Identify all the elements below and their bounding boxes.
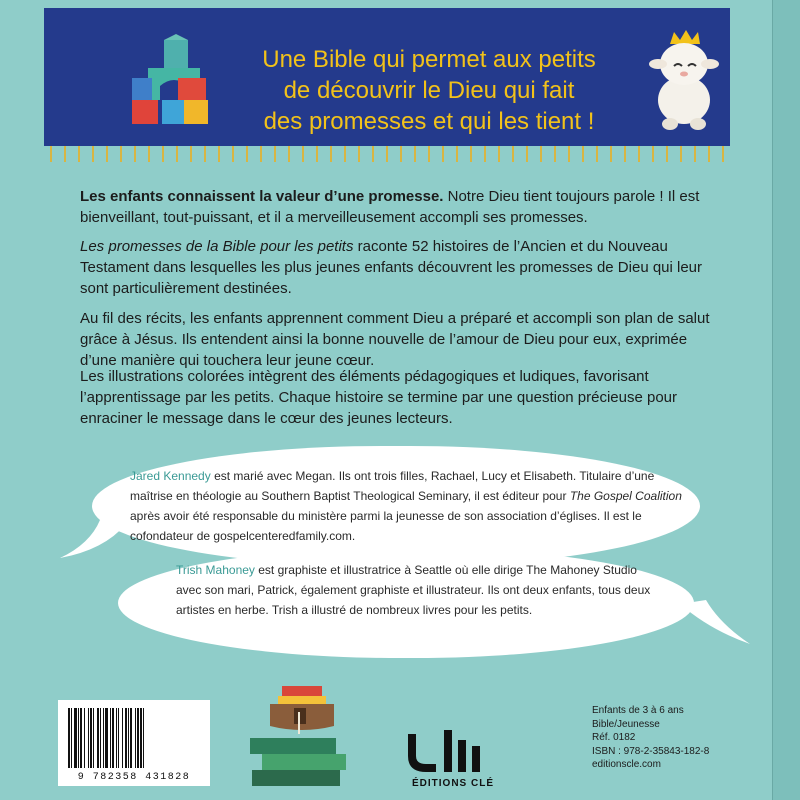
fringe-tassel [456, 146, 458, 162]
illustrator-name: Trish Mahoney [176, 563, 255, 577]
publisher-name: ÉDITIONS CLÉ [411, 778, 494, 789]
building-blocks-illustration [128, 34, 214, 126]
tagline-line-3: des promesses et qui les tient ! [263, 108, 595, 135]
description-paragraph-4: Les illustrations colorées intègrent des éléments pédagogiques et ludiques, favorisant l’apprentissage par les petits. Chaque histoire se termine par une question précieuse pour enraciner le message dans le cœur des jeunes lecteurs. [80, 368, 678, 427]
fringe-tassel [148, 146, 150, 162]
fringe-tassel [176, 146, 178, 162]
lamb-with-crown-illustration [640, 28, 724, 132]
fringe-tassel [330, 146, 332, 162]
fringe-tassel [610, 146, 612, 162]
description-lead: Les enfants connaissent la valeur d’une promesse. [80, 188, 444, 205]
fringe-tassel [638, 146, 640, 162]
meta-category: Bible/Jeunesse [592, 718, 660, 730]
fringe-tassel [134, 146, 136, 162]
meta-isbn: ISBN : 978-2-35843-182-8 [592, 745, 710, 757]
author-bio [130, 466, 690, 546]
fringe-tassel [246, 146, 248, 162]
description-p2-rest: raconte 52 histoires de l’Ancien et du Nouveau Testament dans lesquelles les plus jeunes enfants découvrent les promesses de Dieu qui leur sont particulièrement destinées. [80, 238, 703, 297]
fringe-tassel [106, 146, 108, 162]
meta-reference: Réf. 0182 [592, 732, 636, 743]
fringe-tassel [512, 146, 514, 162]
publisher-logo [400, 726, 500, 776]
fringe-tassel [204, 146, 206, 162]
fringe-tassel [526, 146, 528, 162]
meta-website: editionscle.com [592, 759, 661, 770]
tagline-line-2: de découvrir le Dieu qui fait [283, 77, 575, 104]
fringe-tassel [596, 146, 598, 162]
book-title-reference: Les promesses de la Bible pour les petits [80, 238, 354, 255]
fringe-tassel [302, 146, 304, 162]
fringe-tassel [484, 146, 486, 162]
fringe-tassel [218, 146, 220, 162]
fringe-tassel [190, 146, 192, 162]
fringe-tassel [274, 146, 276, 162]
author-name: Jared Kennedy [130, 469, 211, 483]
author-bio-text-a: est marié avec Megan. Ils ont trois filles, Rachael, Lucy et Elisabeth. Titulaire d’une maîtrise en théologie au Southern Baptist Theological Seminary, il est éditeur pour [130, 469, 655, 503]
author-bio-text-b: après avoir été responsable du ministère parmi la jeunesse de son association d’églises. Il est le cofondateur de gospelcenteredfamily.com. [130, 509, 642, 543]
fringe-tassel [78, 146, 80, 162]
tagline [224, 44, 634, 137]
tagline-line-1: Une Bible qui permet aux petits [262, 46, 596, 73]
fringe-tassel [428, 146, 430, 162]
fringe-tassel [666, 146, 668, 162]
fringe-tassel [694, 146, 696, 162]
fringe-tassel [232, 146, 234, 162]
barcode [58, 700, 210, 786]
fringe-tassel [358, 146, 360, 162]
fringe-tassel [554, 146, 556, 162]
description-paragraph-1 [80, 186, 722, 228]
fringe-tassel [582, 146, 584, 162]
author-bio-italic: The Gospel Coalition [569, 489, 682, 503]
description-paragraph-3: Au fil des récits, les enfants apprennent comment Dieu a préparé et accompli son plan de salut grâce à Jésus. Ils entendent ainsi la bonne nouvelle de l’amour de Dieu pour eux, exprimée d’une manière qui touchera leur jeune cœur. [80, 310, 710, 369]
fringe-tassel [652, 146, 654, 162]
description-paragraph-2 [80, 236, 722, 299]
fringe-tassel [568, 146, 570, 162]
fringe-tassel [372, 146, 374, 162]
book-spine [772, 0, 800, 800]
fringe-tassel [708, 146, 710, 162]
top-banner [44, 8, 730, 146]
book-meta-info [592, 704, 762, 772]
fringe-tassel [50, 146, 52, 162]
illustrator-bio-text: est graphiste et illustratrice à Seattle où elle dirige The Mahoney Studio avec son mari, Patrick, également graphiste et illustrateur. Ils ont deux enfants, tous deux artistes en herbe. Trish a illustré de nombreux livres pour les petits. [176, 563, 651, 617]
fringe-tassel [498, 146, 500, 162]
fringe-tassel [722, 146, 724, 162]
fringe-tassel [92, 146, 94, 162]
fringe-tassel [442, 146, 444, 162]
fringe-tassel [400, 146, 402, 162]
noah-ark-on-books-illustration [248, 686, 346, 788]
fringe-tassel [260, 146, 262, 162]
barcode-bars [66, 708, 202, 768]
fringe-tassel [288, 146, 290, 162]
meta-age-range: Enfants de 3 à 6 ans [592, 705, 684, 716]
illustrator-bio [176, 560, 656, 620]
fringe-tassel [680, 146, 682, 162]
fringe-tassel [624, 146, 626, 162]
fringe-tassel [162, 146, 164, 162]
fringe-tassel [414, 146, 416, 162]
fringe-tassel [316, 146, 318, 162]
fringe-tassel [120, 146, 122, 162]
barcode-number: 9 782358 431828 [77, 772, 191, 783]
fringe-tassel [540, 146, 542, 162]
banner-fringe [44, 146, 730, 166]
description-p1-rest: Notre Dieu tient toujours parole ! Il est bienveillant, tout-puissant, et il a merveilleusement accompli ses promesses. [80, 188, 700, 226]
fringe-tassel [64, 146, 66, 162]
fringe-tassel [344, 146, 346, 162]
fringe-tassel [386, 146, 388, 162]
fringe-tassel [470, 146, 472, 162]
